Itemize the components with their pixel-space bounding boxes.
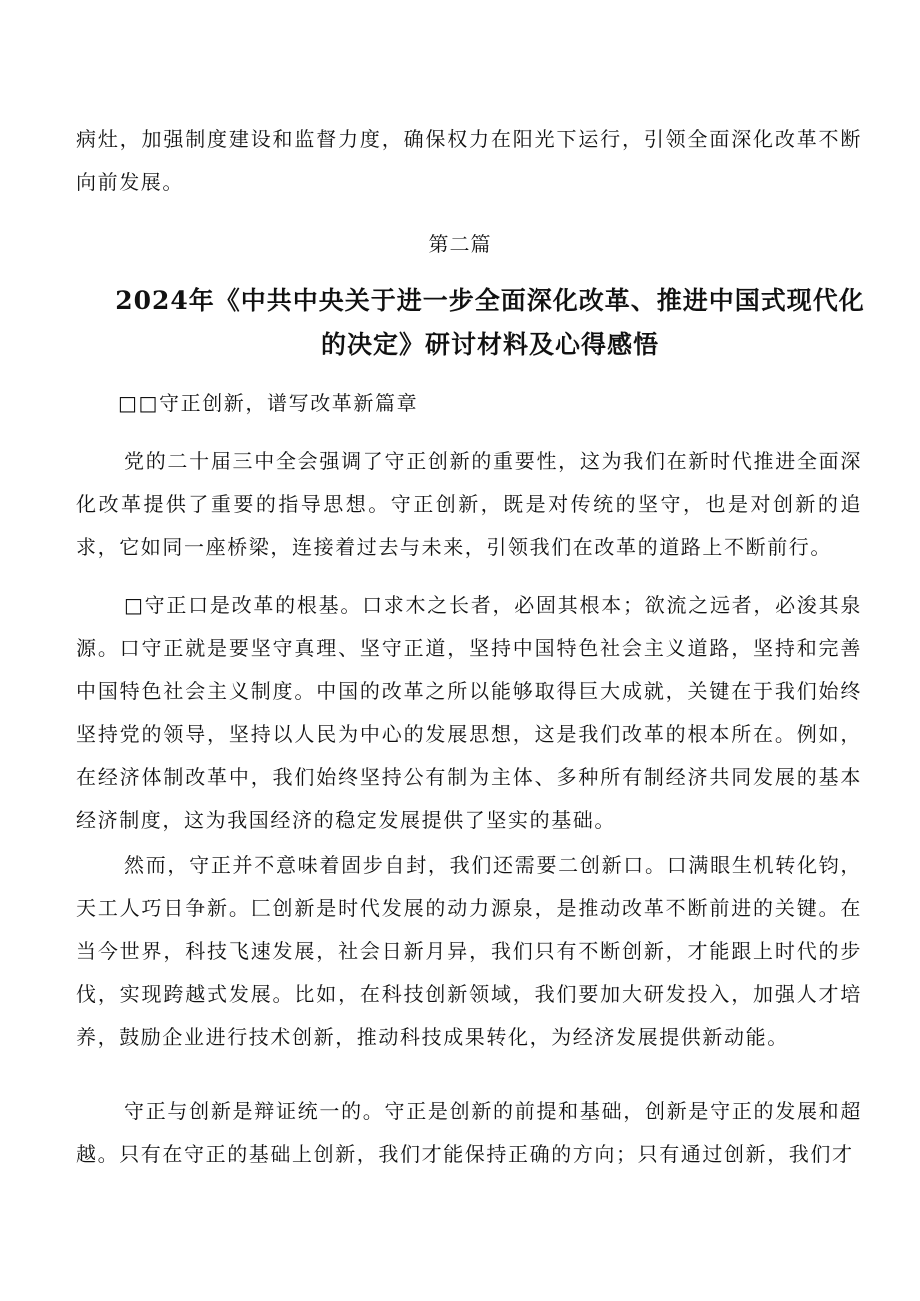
body-paragraph-2: □守正口是改革的根基。口求木之长者，必固其根本；欲流之远者，必浚其泉源。口守正就是要坚守真理、坚守正道，坚持中国特色社会主义道路，坚持和完善中国特色社会主义制度。中国的改革之所以能够取得巨大成就，关键在于我们始终坚持党的领导，坚持以人民为中心的发展思想，这是我们改革的根本所在。例如，在经济体制改革中，我们始终坚持公有制为主体、多种所有制经济共同发展的基本经济制度，这为我国经济的稳定发展提供了坚实的基础。 [76, 593, 862, 832]
body-paragraph-4: 守正与创新是辩证统一的。守正是创新的前提和基础，创新是守正的发展和超越。只有在守正的基础上创新，我们才能保持正确的方向；只有通过创新，我们才 [76, 1099, 862, 1166]
section-label: 第二篇 [428, 232, 492, 256]
section-subheading: □□守正创新，谱写改革新篇章 [118, 391, 419, 415]
body-paragraph-3: 然而，守正并不意味着固步自封，我们还需要二创新口。口满眼生机转化钧，天工人巧日争新。匚创新是时代发展的动力源泉，是推动改革不断前进的关键。在当今世界，科技飞速发展，社会日新月异，我们只有不断创新，才能跟上时代的步伐，实现跨越式发展。比如，在科技创新领域，我们要加大研发投入，加强人才培养，鼓励企业进行技术创新，推动科技成果转化，为经济发展提供新动能。 [76, 853, 862, 1049]
continuation-paragraph: 病灶，加强制度建设和监督力度，确保权力在阳光下运行，引领全面深化改革不断向前发展。 [76, 127, 862, 194]
body-paragraph-1: 党的二十届三中全会强调了守正创新的重要性，这为我们在新时代推进全面深化改革提供了重要的指导思想。守正创新，既是对传统的坚守，也是对创新的追求，它如同一座桥梁，连接着过去与未来，引领我们在改革的道路上不断前行。 [76, 449, 862, 559]
document-title: 2024年《中共中央关于进一步全面深化改革、推进中国式现代化的决定》研讨材料及心得感悟 [115, 286, 865, 359]
